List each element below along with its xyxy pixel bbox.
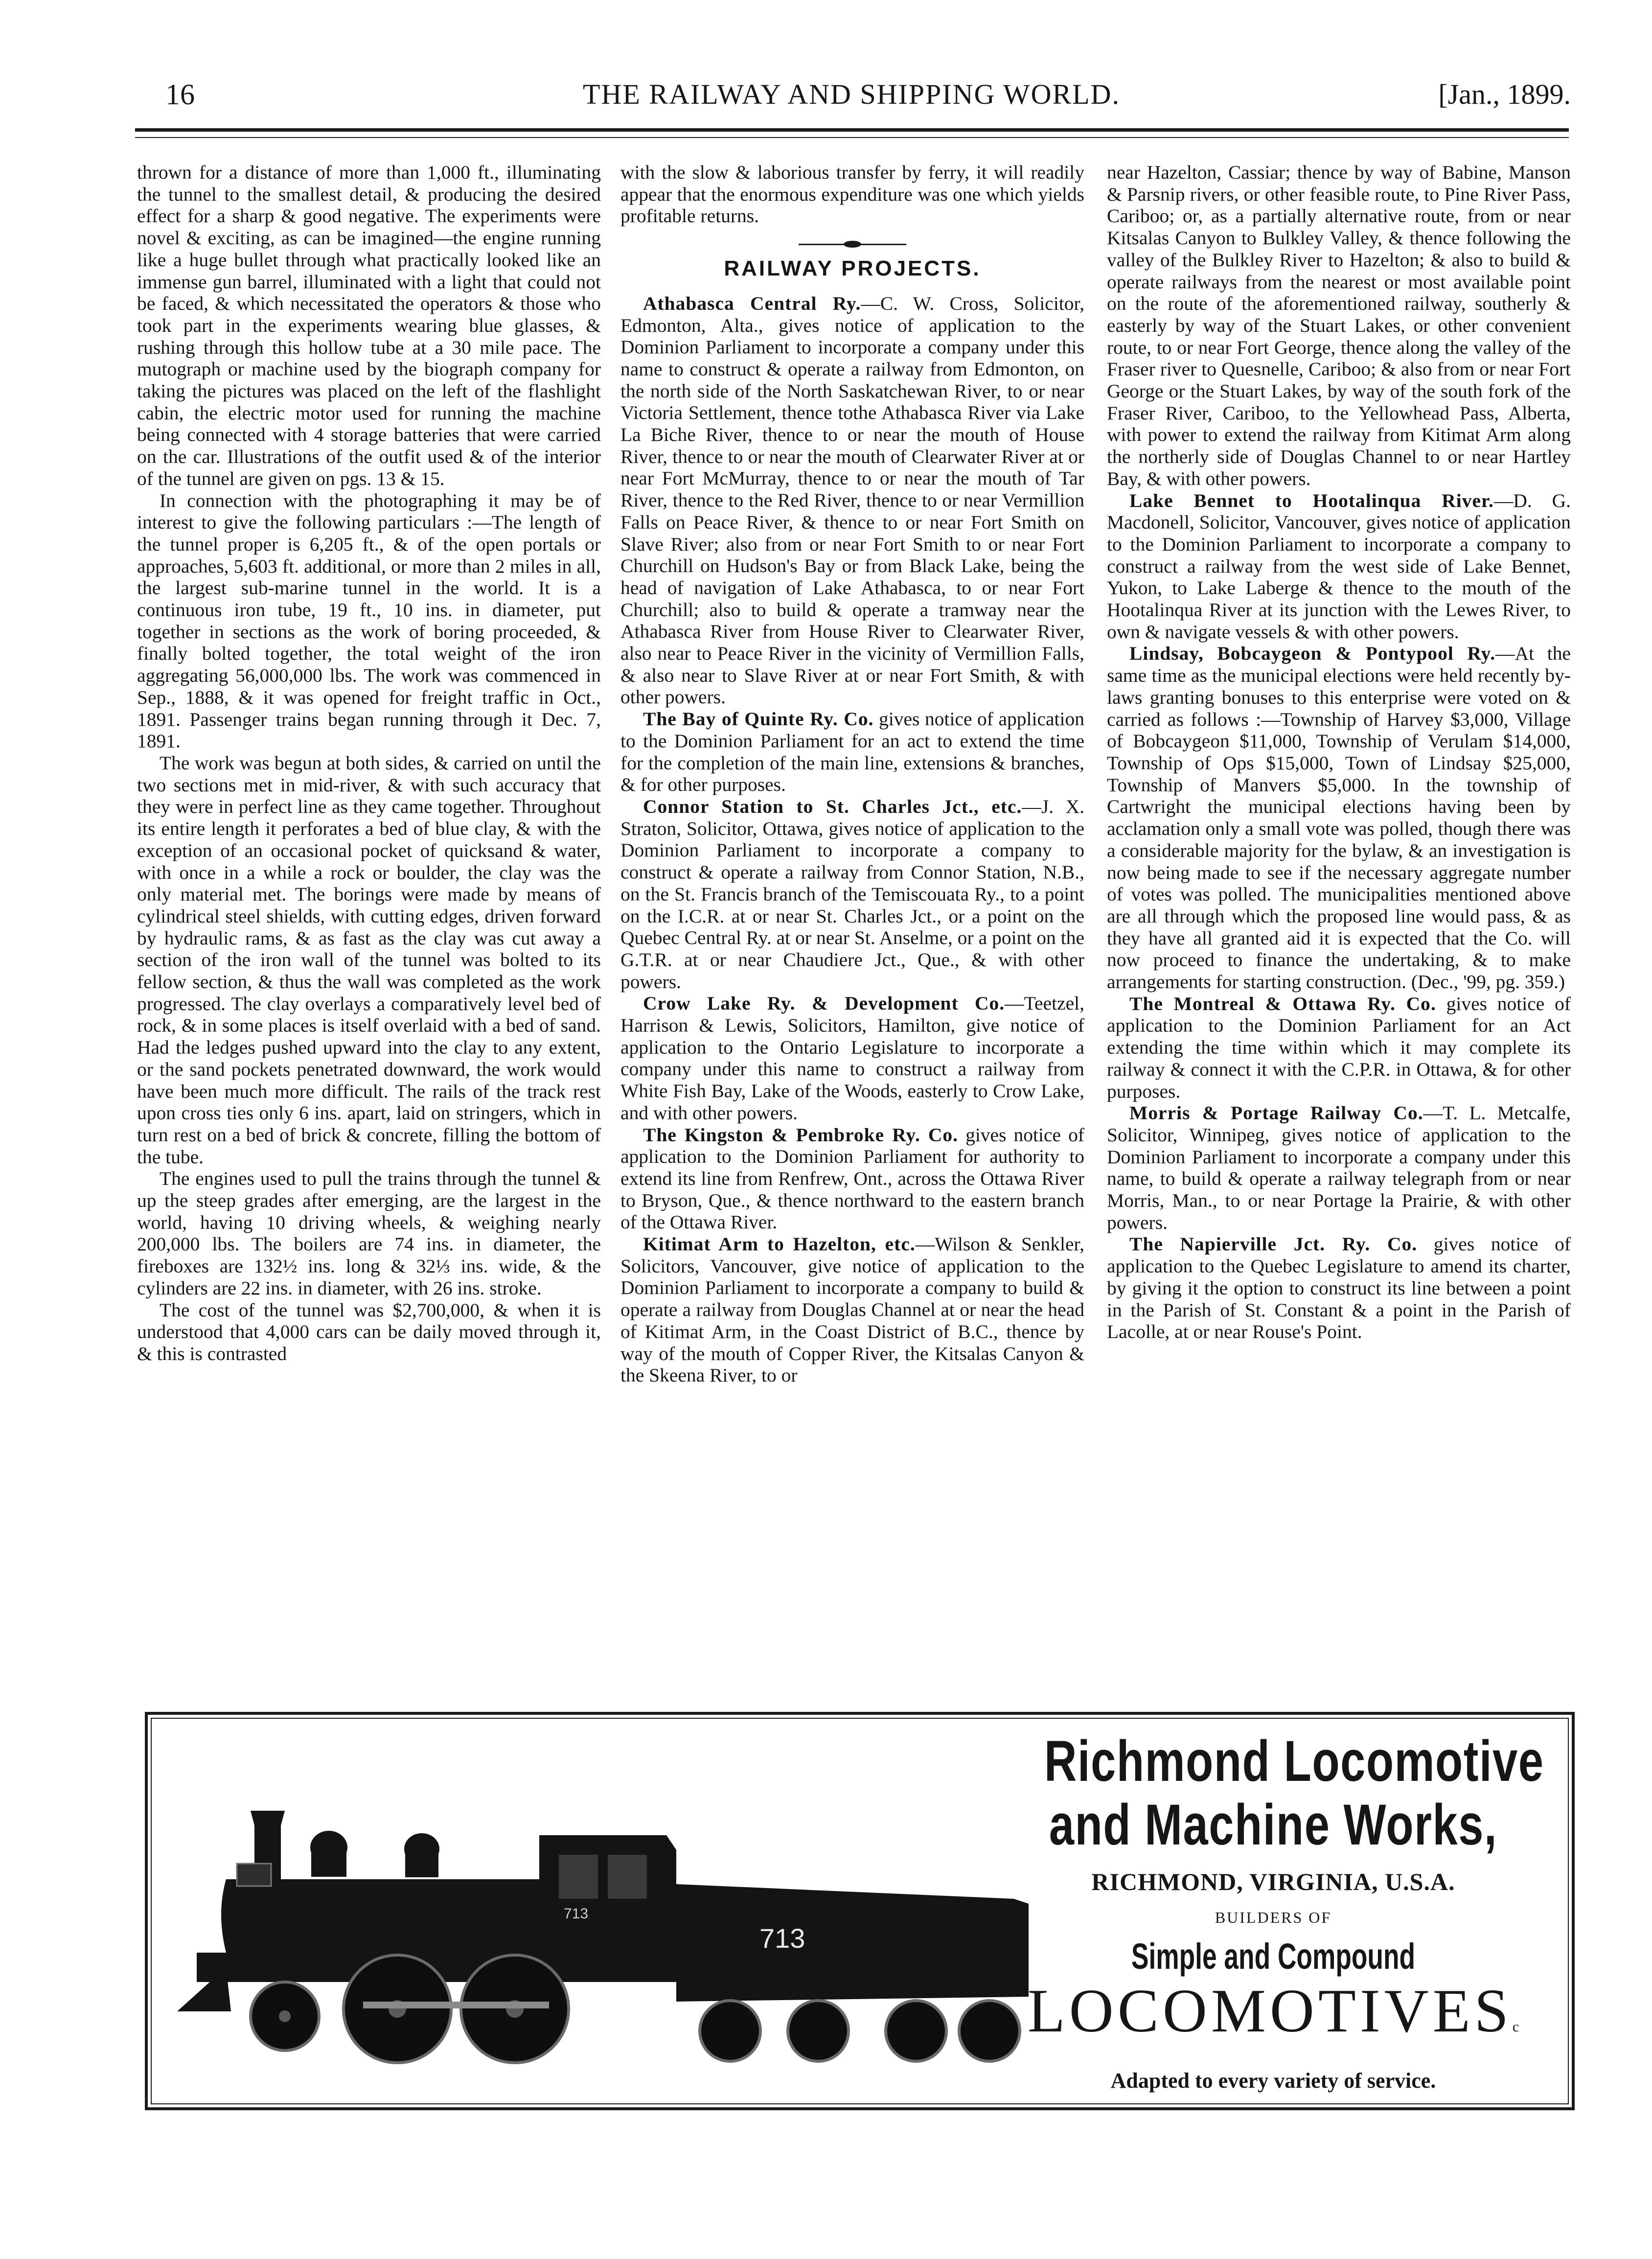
paragraph: The cost of the tunnel was $2,700,000, & when it is understood that 4,000 cars can be daily moved through it, & this is contrasted [137,1299,601,1364]
notice-text: —Wilson & Senkler, Solicitors, Vancouver, give notice of application to the Dominion Parliament to incorporate a company to build & operate a railway from Douglas Channel at or near the head of Kitimat Arm, in the Coast District of B.C., thence by way of the mouth of Copper River, the Kitsalas Canyon & the Skeena River, to or [620,1233,1084,1386]
notice-text: —C. W. Cross, Solicitor, Edmonton, Alta., gives notice of application to the Dominion Parliament to incorporate a company under this name to construct & operate a railway from Edmonton, on the north side of the North Saskatchewan River, to or near Victoria Settlement, thence tothe Athabasca River via Lake La Biche River, thence to or near the mouth of House River, thence to or near the mouth of Clearwater River at or near Fort McMurray, thence to or near the mouth of Tar River, thence to the Red River, thence to or near Vermillion Falls on Peace River, & thence to or near Fort Smith on Slave River; also from or near Fort Smith to or near Fort Churchill on Hudson's Bay or from Black Lake, being the head of navigation of Lake Athabasca, to or near Fort Churchill; also to build & operate a tramway near the Athabasca River from House River to Clearwater River, also near to Peace River in the vicinity of Vermillion Falls, & also near to Slave River at or near Fort Smith, & with other powers. [620,292,1084,708]
product-mark: c [1512,2019,1519,2035]
product-name [980,1977,1567,2061]
notice-lead: The Montreal & Ottawa Ry. Co. [1129,992,1436,1014]
column-middle [620,161,1084,1386]
notice-text: —At the same time as the municipal elections were held recently by-laws granting bonuses to this enterprise were voted on & carried as follows :—Township of Harvey $3,000, Village of Bobcaygeon $11,000, Township of Verulam $14,000, Township of Ops $15,000, Town of Lindsay $25,000, Township of Manvers $5,000. In the township of Cartwright the municipal elections having been by acclamation only a small vote was polled, though there was a considerable majority for the bylaw, & an investigation is now being made to see if the necessary aggregate number of votes was polled. The municipalities mentioned above are all through which the proposed line would pass, & as they have all granted aid it is expected that the Co. will now proceed to finance the undertaking, & to make arrangements for starting construction. (Dec., '99, pg. 359.) [1107,643,1571,993]
header-rule-thick [135,128,1569,132]
paragraph: The engines used to pull the trains through the tunnel & up the steep grades after emerging, are the largest in the world, having 10 driving wheels, & weighing nearly 200,000 lbs. The boilers are 74 ins. in diameter, the fireboxes are 132½ ins. long & 32⅓ ins. wide, & the cylinders are 22 ins. in diameter, with 26 ins. stroke. [137,1168,601,1299]
advertisement-text [980,1715,1567,2093]
notice-text: gives notice of application to the Dominion Parliament for an act to extend the time for the completion of the main line, extensions & branches, & for other purposes. [620,708,1084,796]
tender-number: 713 [759,1923,805,1954]
notice-text: —Teetzel, Harrison & Lewis, Solicitors, Hamilton, give notice of application to the Ontario Legislature to incorporate a company under this name to construct a railway from White Fish Bay, Lake of the Woods, easterly to Crow Lake, and with other powers. [620,992,1084,1124]
notice-lead: Lake Bennet to Hootalinqua River. [1129,489,1494,511]
notice-text: —T. L. Metcalfe, Solicitor, Winnipeg, gives notice of application to the Dominion Parliament to incorporate a company under this name, to build & operate a railway telegraph from or near Morris, Man., to or near Portage la Prairie, & with other powers. [1107,1102,1571,1233]
notice-item [620,992,1084,1124]
notice-item [620,796,1084,992]
notice-item [1107,1233,1571,1343]
header-rule-thin [135,137,1569,138]
ad-tagline: Adapted to every variety of service. [1110,2069,1436,2093]
section-heading-block [620,244,1084,280]
paragraph: In connection with the photographing it may be of interest to give the following particulars :—The length of the tunnel proper is 6,205 ft., & of the open portals or approaches, 5,603 ft. additional, or more than 2 miles in all, the largest sub-marine tunnel in the world. It is a continuous iron tube, 19 ft., 10 ins. in diameter, put together in sections as the work of boring proceeded, & finally bolted together, the total weight of the iron aggregating 56,000,000 lbs. The work was commenced in Sep., 1888, & it was opened for freight traffic in Oct., 1891. Passenger trains began running through it Dec. 7, 1891. [137,489,601,752]
paragraph: with the slow & laborious transfer by ferry, it will readily appear that the enormous expenditure was one which yields profitable returns. [620,161,1084,227]
notice-item [1107,993,1571,1103]
advertisement-box [145,1712,1575,2110]
notice-item [620,293,1084,708]
paragraph: near Hazelton, Cassiar; thence by way of Babine, Manson & Parsnip rivers, or other feasible route, to Pine River Pass, Cariboo; or, as a partially alternative route, from or near Kitsalas Canyon to Bulkley Valley, & thence following the valley of the Bulkley River to Hazelton; & also to build & operate railways from the nearest or most available point on the route of the aforementioned railway, southerly & easterly by way of the Stuart Lakes, or other convenient route, to or near Fort George, thence along the valley of the Fraser river to Quesnelle, Cariboo; & also from or near Fort George or the Stuart Lakes, by way of the south fork of the Fraser River, Cariboo, to the Yellowhead Pass, Alberta, with power to extend the railway from Kitimat Arm along the northerly side of Douglas Channel to or near Hartley Bay, & with other powers. [1107,161,1571,489]
ornament-divider [799,244,906,245]
notice-item [620,1233,1084,1386]
issue-date: [Jan., 1899. [1438,78,1571,110]
notice-lead: Kitimat Arm to Hazelton, etc. [643,1233,916,1255]
locomotive-illustration [167,1737,1043,2080]
notice-text: —D. G. Macdonell, Solicitor, Vancouver, gives notice of application to the Dominion Parliament to incorporate a company to construct a railway from the west side of Lake Bennet, Yukon, to Lake Laberge & thence to the mouth of the Hootalinqua River at its junction with the Lewes River, to own & navigate vessels & with other powers. [1107,489,1571,643]
page-header [132,76,1571,120]
notice-item [1107,1102,1571,1233]
column-left [137,161,601,1365]
notice-text: gives notice of application to the Dominion Parliament for an Act extending the time within which it may complete its railway & connect it with the C.P.R. in Ottawa, & for other purposes. [1107,992,1571,1102]
company-name-line2: and Machine Works, [1049,1793,1498,1857]
column-right [1107,161,1571,1343]
notice-lead: The Napierville Jct. Ry. Co. [1129,1233,1418,1255]
notice-lead: Connor Station to St. Charles Jct., etc. [643,795,1022,817]
notice-text: gives notice of application to the Dominion Parliament for authority to extend its line from Renfrew, Ont., across the Ottawa River to Bryson, Que., & thence northward to the eastern branch of the Ottawa River. [620,1124,1084,1233]
notice-item [1107,643,1571,992]
paragraph: thrown for a distance of more than 1,000 ft., illuminating the tunnel to the smallest detail, & producing the desired effect for a sharp & good negative. The experiments were novel & exciting, as can be imagined—the engine running like a huge bullet through what practically looked like an immense gun barrel, illuminated with a light that could not be faced, & which necessitated the operators & those who took part in the experiments wearing blue glasses, & rushing through this hollow tube at a 30 mile pace. The mutograph or machine used by the biograph company for taking the pictures was placed on the left of the flashlight cabin, the electric motor used for running the machine being connected with 4 storage batteries that were carried on the car. Illustrations of the outfit used & of the interior of the tunnel are given on pgs. 13 & 15. [137,161,601,489]
section-heading: RAILWAY PROJECTS. [724,256,981,281]
notice-lead: The Kingston & Pembroke Ry. Co. [643,1124,959,1146]
cab-number: 713 [564,1906,589,1922]
notice-lead: Crow Lake Ry. & Development Co. [643,992,1005,1014]
publication-title: THE RAILWAY AND SHIPPING WORLD. [583,78,1120,110]
page-number: 16 [165,78,195,111]
company-name-line1: Richmond Locomotive [1044,1729,1544,1794]
product-type: Simple and Compound [1131,1936,1416,1977]
notice-text: gives notice of application to the Quebec Legislature to amend its charter, by giving it the option to construct its line between a point in the Parish of St. Constant & a point in the Parish of Lacolle, at or near Rouse's Point. [1107,1233,1571,1343]
notice-lead: Morris & Portage Railway Co. [1129,1102,1423,1124]
notice-item [1107,490,1571,643]
notice-lead: Lindsay, Bobcaygeon & Pontypool Ry. [1129,643,1496,665]
paragraph: The work was begun at both sides, & carried on until the two sections met in mid-river, & with such accuracy that they were in perfect line as they came together. Throughout its entire length it perforates a bed of blue clay, & with the exception of an occasional pocket of quicksand & water, with once in a while a rock or boulder, the clay was the only material met. The borings were made by means of cylindrical steel shields, with cutting edges, driven forward by hydraulic rams, & as fast as the clay was cut away a section of the iron wall of the tunnel was bolted to its fellow section, & thus the wall was completed as the work progressed. The clay overlays a comparatively level bed of rock, & in some places is itself overlaid with a bed of sand. Had the ledges pushed upward into the clay to any extent, or the sand pockets penetrated downward, the work would have been much more difficult. The rails of the track rest upon cross ties only 6 ins. apart, laid on stringers, which in turn rest on a bed of brick & concrete, filling the bottom of the tube. [137,752,601,1168]
notice-lead: The Bay of Quinte Ry. Co. [643,708,874,730]
company-location: RICHMOND, VIRGINIA, U.S.A. [1091,1868,1455,1895]
builders-of: BUILDERS OF [1215,1909,1332,1926]
product-word: LOCOMOTIVES [1027,1977,1513,2045]
notice-item [620,708,1084,796]
notice-item [620,1124,1084,1234]
notice-text: —J. X. Straton, Solicitor, Ottawa, gives notice of application to the Dominion Parliament to incorporate a company to construct & operate a railway from Connor Station, N.B., on the St. Francis branch of the Temiscouata Ry., to a point on the I.C.R. at or near St. Charles Jct., or a point on the Quebec Central Ry. at or near St. Anselme, or a point on the G.T.R. at or near Chaudiere Jct., Que., & with other powers. [620,795,1084,992]
notice-lead: Athabasca Central Ry. [643,292,861,314]
